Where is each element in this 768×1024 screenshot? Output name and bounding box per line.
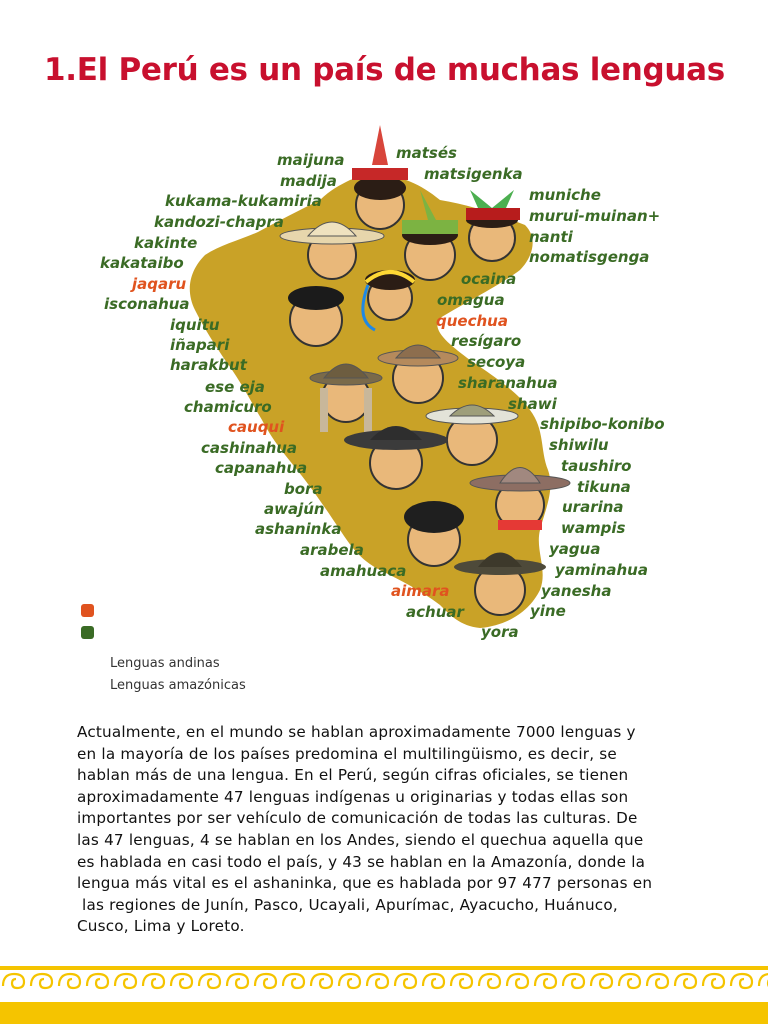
page-title: 1.El Perú es un país de muchas lenguas: [44, 52, 725, 88]
language-label-kakataibo: kakataibo: [100, 254, 184, 272]
language-label-nomatisgenga: nomatisgenga: [529, 248, 650, 266]
language-label-wampis: wampis: [561, 519, 626, 537]
language-label-awajun: awajún: [264, 500, 325, 518]
language-label-yanesha: yanesha: [541, 582, 612, 600]
language-label-sharanahua: sharanahua: [458, 374, 558, 392]
language-label-kukama-kukamiria: kukama-kukamiria: [165, 192, 322, 210]
language-label-inapari: iñapari: [170, 336, 230, 354]
language-label-yora: yora: [481, 623, 519, 641]
paragraph-line: hablan más de una lengua. En el Perú, según cifras oficiales, se tienen: [77, 766, 629, 785]
paragraph-line: las regiones de Junín, Pasco, Ucayali, Apurímac, Ayacucho, Huánuco,: [77, 895, 618, 914]
language-label-yaminahua: yaminahua: [555, 561, 648, 579]
language-label-arabela: arabela: [300, 541, 364, 559]
paragraph-line: Actualmente, en el mundo se hablan aproximadamente 7000 lenguas y: [77, 723, 636, 741]
face-icon: [466, 190, 520, 261]
legend-andean-swatch: [81, 604, 94, 617]
face-icon: [352, 125, 408, 229]
language-label-ocaina: ocaina: [461, 270, 517, 288]
language-label-murui-muinan: murui-muinan+: [529, 207, 661, 225]
legend-andean-label: Lenguas andinas: [110, 656, 220, 671]
face-icon: [310, 364, 382, 432]
language-label-yagua: yagua: [549, 540, 601, 558]
paragraph-line: lengua más vital es el ashaninka, que es hablada por 97 477 personas en: [77, 874, 653, 893]
paragraph-line: importantes por ser vehículo de comunicación de todas las culturas. De: [77, 809, 638, 828]
language-label-cauqui: cauqui: [228, 418, 285, 436]
language-label-maijuna: maijuna: [277, 151, 345, 169]
language-label-matses: matsés: [396, 144, 457, 162]
language-label-resigaro: resígaro: [451, 332, 522, 350]
language-label-quechua: quechua: [436, 312, 508, 330]
body-paragraph: [77, 722, 717, 938]
language-label-bora: bora: [284, 480, 323, 498]
paragraph-line: las 47 lenguas, 4 se hablan en los Andes, siendo el quechua aquella que: [77, 830, 644, 849]
language-label-kandozi-chapra: kandozi-chapra: [154, 213, 284, 231]
language-label-matsigenka: matsigenka: [424, 165, 523, 183]
legend-amazonian-swatch: [81, 626, 94, 639]
paragraph-line: en la mayoría de los países predomina el multilingüismo, es decir, se: [77, 744, 617, 763]
language-label-cashinahua: cashinahua: [201, 439, 298, 457]
language-label-amahuaca: amahuaca: [320, 562, 407, 580]
language-label-omagua: omagua: [437, 291, 505, 309]
language-label-capanahua: capanahua: [215, 459, 308, 477]
language-label-shipibo-konibo: shipibo-konibo: [540, 415, 665, 433]
paragraph-line: Cusco, Lima y Loreto.: [77, 917, 245, 936]
language-label-iquitu: iquitu: [170, 316, 220, 334]
paragraph-line: es hablada en casi todo el país, y 43 se hablan en la Amazonía, donde la: [77, 852, 646, 871]
language-label-chamicuro: chamicuro: [184, 398, 272, 416]
language-label-achuar: achuar: [406, 603, 464, 621]
language-label-shawi: shawi: [508, 395, 557, 413]
language-label-shiwilu: shiwilu: [549, 436, 609, 454]
decorative-border-band: [0, 966, 768, 1024]
language-label-ese-eja: ese eja: [205, 378, 265, 396]
language-label-ashaninka: ashaninka: [255, 520, 342, 538]
language-label-taushiro: taushiro: [561, 457, 632, 475]
language-label-tikuna: tikuna: [577, 478, 631, 496]
language-label-harakbut: harakbut: [170, 356, 247, 374]
legend-amazonian-label: Lenguas amazónicas: [110, 678, 246, 693]
face-icon: [404, 501, 464, 566]
language-label-madija: madija: [280, 172, 337, 190]
language-label-secoya: secoya: [467, 353, 526, 371]
language-label-jaqaru: jaqaru: [132, 275, 187, 293]
paragraph-line: aproximadamente 47 lenguas indígenas u originarias y todas ellas son: [77, 787, 629, 806]
language-label-yine: yine: [530, 602, 566, 620]
language-label-isconahua: isconahua: [104, 295, 190, 313]
language-label-muniche: muniche: [529, 186, 601, 204]
language-label-aimara: aimara: [391, 582, 450, 600]
language-label-nanti: nanti: [529, 228, 573, 246]
face-icon: [288, 286, 344, 346]
language-label-urarina: urarina: [562, 498, 624, 516]
language-label-kakinte: kakinte: [134, 234, 198, 252]
